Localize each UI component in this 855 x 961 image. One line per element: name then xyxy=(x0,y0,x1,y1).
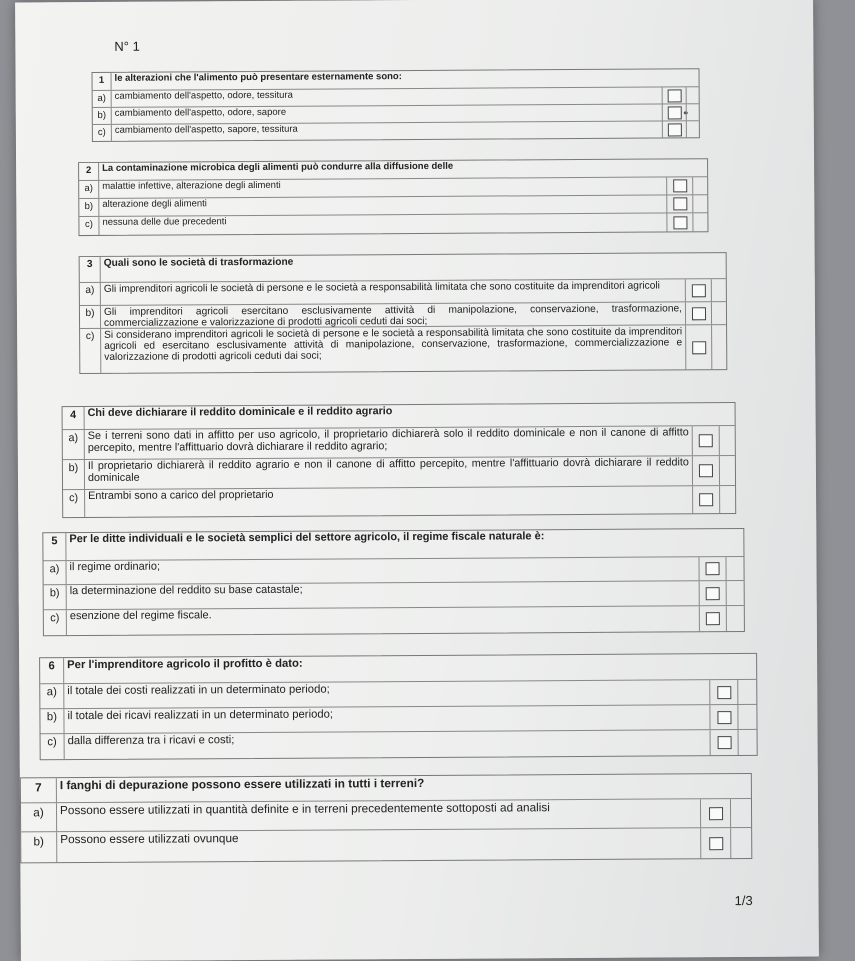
option-checkbox-cell xyxy=(693,426,720,455)
option-checkbox-cell xyxy=(663,121,687,137)
question-number: 4 xyxy=(63,407,85,429)
option-letter: c) xyxy=(63,490,85,517)
option-checkbox-cell xyxy=(701,799,731,827)
question-number: 3 xyxy=(80,257,101,282)
answer-option-c xyxy=(41,730,757,759)
question-number: 6 xyxy=(40,658,64,683)
page-number: N° 1 xyxy=(114,38,140,54)
option-letter: b) xyxy=(93,108,112,124)
option-letter: b) xyxy=(44,585,67,609)
option-checkbox-cell xyxy=(663,87,687,103)
option-text: esenzione del regime fiscale. xyxy=(67,606,700,635)
option-text: Possono essere utilizzati in quantità definite e in terreni precedentemente sottoposti ad analisi xyxy=(57,799,701,831)
question-text: Per l'imprenditore agricolo il profitto è dato: xyxy=(67,657,303,672)
answer-option-b xyxy=(21,828,751,862)
question-number: 2 xyxy=(79,163,99,180)
option-checkbox-cell xyxy=(686,279,712,301)
option-text: cambiamento dell'aspetto, odore, tessitura xyxy=(112,87,663,106)
option-letter: a) xyxy=(43,561,66,584)
option-text: dalla differenza tra i ricavi e costi; xyxy=(65,730,711,759)
option-letter: a) xyxy=(79,181,99,198)
answer-option-b xyxy=(63,456,735,490)
answer-checkbox[interactable] xyxy=(699,464,713,477)
answer-checkbox[interactable] xyxy=(667,106,681,119)
spare-cell xyxy=(687,104,699,120)
option-text: il regime ordinario; xyxy=(66,557,699,584)
answer-checkbox[interactable] xyxy=(706,562,720,575)
option-checkbox-cell xyxy=(701,828,731,858)
answer-option-c xyxy=(79,213,707,235)
option-checkbox-cell xyxy=(710,680,738,704)
answer-checkbox[interactable] xyxy=(709,837,723,850)
option-text: Gli imprenditori agricoli le società di persone e le società a responsabilità limitata che sono costituite da imprenditori agricoli xyxy=(101,279,686,305)
spare-cell xyxy=(731,828,751,858)
question-5 xyxy=(42,528,745,636)
answer-option-a xyxy=(63,426,735,460)
question-header xyxy=(80,253,726,283)
answer-option-a xyxy=(21,799,751,832)
option-letter: a) xyxy=(93,91,112,107)
spare-cell xyxy=(720,456,735,485)
option-text: Si considerano imprenditori agricoli le società di persone e le società a responsabilità limitata che sono costituite da imprenditori agricoli ed esercitano esclusivamente attività di manipolazione, conservazione, trasformazione, commercializzazione e valorizzazione di prodotti agricoli ceduti dai soci; xyxy=(101,325,686,373)
option-text: alterazione degli alimenti xyxy=(99,195,667,215)
option-letter: b) xyxy=(79,199,99,216)
spare-cell xyxy=(738,705,756,729)
option-text: il totale dei ricavi realizzati in un determinato periodo; xyxy=(64,705,710,733)
option-letter: a) xyxy=(80,283,101,305)
option-checkbox-cell xyxy=(711,730,739,755)
option-letter: b) xyxy=(21,832,57,862)
spare-cell xyxy=(727,606,744,631)
question-6 xyxy=(39,653,758,760)
paper-sheet xyxy=(15,0,819,961)
answer-option-c xyxy=(63,486,735,517)
spare-cell xyxy=(720,486,735,513)
answer-checkbox[interactable] xyxy=(717,686,731,699)
spare-cell xyxy=(712,279,726,301)
question-text: Per le ditte individuali e le società semplici del settore agricolo, il regime fiscale naturale è: xyxy=(69,530,545,546)
option-checkbox-cell xyxy=(686,325,712,369)
question-text: Chi deve dichiarare il reddito dominicale e il reddito agrario xyxy=(87,405,393,420)
option-text: cambiamento dell'aspetto, odore, sapore xyxy=(112,104,663,123)
question-text: le alterazioni che l'alimento può presentare esternamente sono: xyxy=(114,71,402,84)
option-letter: a) xyxy=(21,803,57,831)
option-letter: b) xyxy=(40,709,64,733)
answer-checkbox[interactable] xyxy=(706,612,720,625)
option-text: Entrambi sono a carico del proprietario xyxy=(85,486,693,517)
question-text: I fanghi di depurazione possono essere utilizzati in tutti i terreni? xyxy=(59,775,425,793)
option-letter: b) xyxy=(63,460,85,489)
option-text: la determinazione del reddito su base catastale; xyxy=(67,581,700,609)
option-text: Possono essere utilizzati ovunque xyxy=(57,828,701,862)
answer-checkbox[interactable] xyxy=(709,807,723,820)
answer-checkbox[interactable] xyxy=(673,179,687,192)
question-number: 7 xyxy=(21,778,57,802)
answer-option-c xyxy=(93,121,699,141)
answer-option-c xyxy=(80,325,726,373)
option-text: il totale dei costi realizzati in un determinato periodo; xyxy=(64,680,710,708)
option-letter: a) xyxy=(40,684,64,708)
option-letter: b) xyxy=(80,306,101,328)
spare-cell xyxy=(738,680,756,704)
answer-checkbox[interactable] xyxy=(699,493,713,506)
spare-cell xyxy=(712,325,726,369)
answer-checkbox[interactable] xyxy=(667,123,681,136)
question-4 xyxy=(62,402,737,518)
answer-checkbox[interactable] xyxy=(691,307,705,320)
question-header xyxy=(43,529,743,561)
answer-checkbox[interactable] xyxy=(691,284,705,297)
option-letter: c) xyxy=(80,329,101,373)
question-2 xyxy=(78,158,708,236)
option-text: Il proprietario dichiarerà il reddito agrario e non il canone di affitto percepito, mentre l'affittuario dovrà dichiarare il reddito dominicale xyxy=(85,456,693,489)
answer-checkbox[interactable] xyxy=(717,711,731,724)
option-checkbox-cell xyxy=(686,302,712,324)
option-text: cambiamento dell'aspetto, sapore, tessitura xyxy=(112,121,663,140)
option-text: malattie infettive, alterazione degli alimenti xyxy=(99,177,667,197)
option-checkbox-cell xyxy=(667,195,693,212)
spare-cell xyxy=(693,177,707,194)
option-text: nessuna delle due precedenti xyxy=(99,213,667,234)
spare-cell xyxy=(712,302,726,324)
spare-cell xyxy=(687,87,699,103)
answer-checkbox[interactable] xyxy=(706,587,720,600)
option-checkbox-cell xyxy=(710,705,738,729)
spare-cell xyxy=(693,195,707,212)
option-checkbox-cell xyxy=(693,486,720,513)
option-text: Se i terreni sono dati in affitto per uso agricolo, il proprietario dichiarerà solo il reddito dominicale e non il canone di affitto percepito, mentre l'affittuario dovrà dichiarare il reddito agrario; xyxy=(85,426,693,459)
option-checkbox-cell xyxy=(700,581,727,605)
spare-cell xyxy=(693,213,707,231)
question-1 xyxy=(92,68,700,142)
spare-cell xyxy=(731,799,751,827)
answer-checkbox[interactable] xyxy=(673,197,687,210)
spare-cell xyxy=(727,581,744,605)
option-letter: c) xyxy=(93,125,112,141)
option-letter: a) xyxy=(63,430,85,459)
option-text: Gli imprenditori agricoli esercitano esclusivamente attività di manipolazione, conservazione, trasformazione, commercializzazione e valorizzazione di prodotti agricoli ceduti dai soci; xyxy=(101,302,686,328)
option-checkbox-cell xyxy=(700,606,727,631)
option-checkbox-cell xyxy=(693,456,720,485)
option-checkbox-cell xyxy=(667,177,693,194)
question-text: La contaminazione microbica degli alimenti può condurre alla diffusione delle xyxy=(102,160,454,174)
answer-checkbox[interactable] xyxy=(692,341,706,354)
answer-checkbox[interactable] xyxy=(673,216,687,229)
option-checkbox-cell xyxy=(699,557,726,580)
option-letter: c) xyxy=(41,734,65,759)
question-text: Quali sono le società di trasformazione xyxy=(103,256,294,269)
option-checkbox-cell xyxy=(663,104,687,120)
option-checkbox-cell xyxy=(667,213,693,231)
question-3 xyxy=(79,252,728,374)
option-letter: c) xyxy=(79,217,99,235)
question-number: 1 xyxy=(93,73,112,90)
option-letter: c) xyxy=(44,610,67,635)
page-footer: 1/3 xyxy=(734,892,753,909)
question-7 xyxy=(20,773,753,863)
answer-checkbox[interactable] xyxy=(667,89,681,102)
answer-checkbox[interactable] xyxy=(699,434,713,447)
spare-cell xyxy=(726,557,743,580)
question-number: 5 xyxy=(43,533,66,560)
answer-option-c xyxy=(44,606,744,635)
spare-cell xyxy=(720,426,735,455)
answer-checkbox[interactable] xyxy=(717,736,731,749)
spare-cell xyxy=(687,121,699,137)
spare-cell xyxy=(739,730,757,755)
